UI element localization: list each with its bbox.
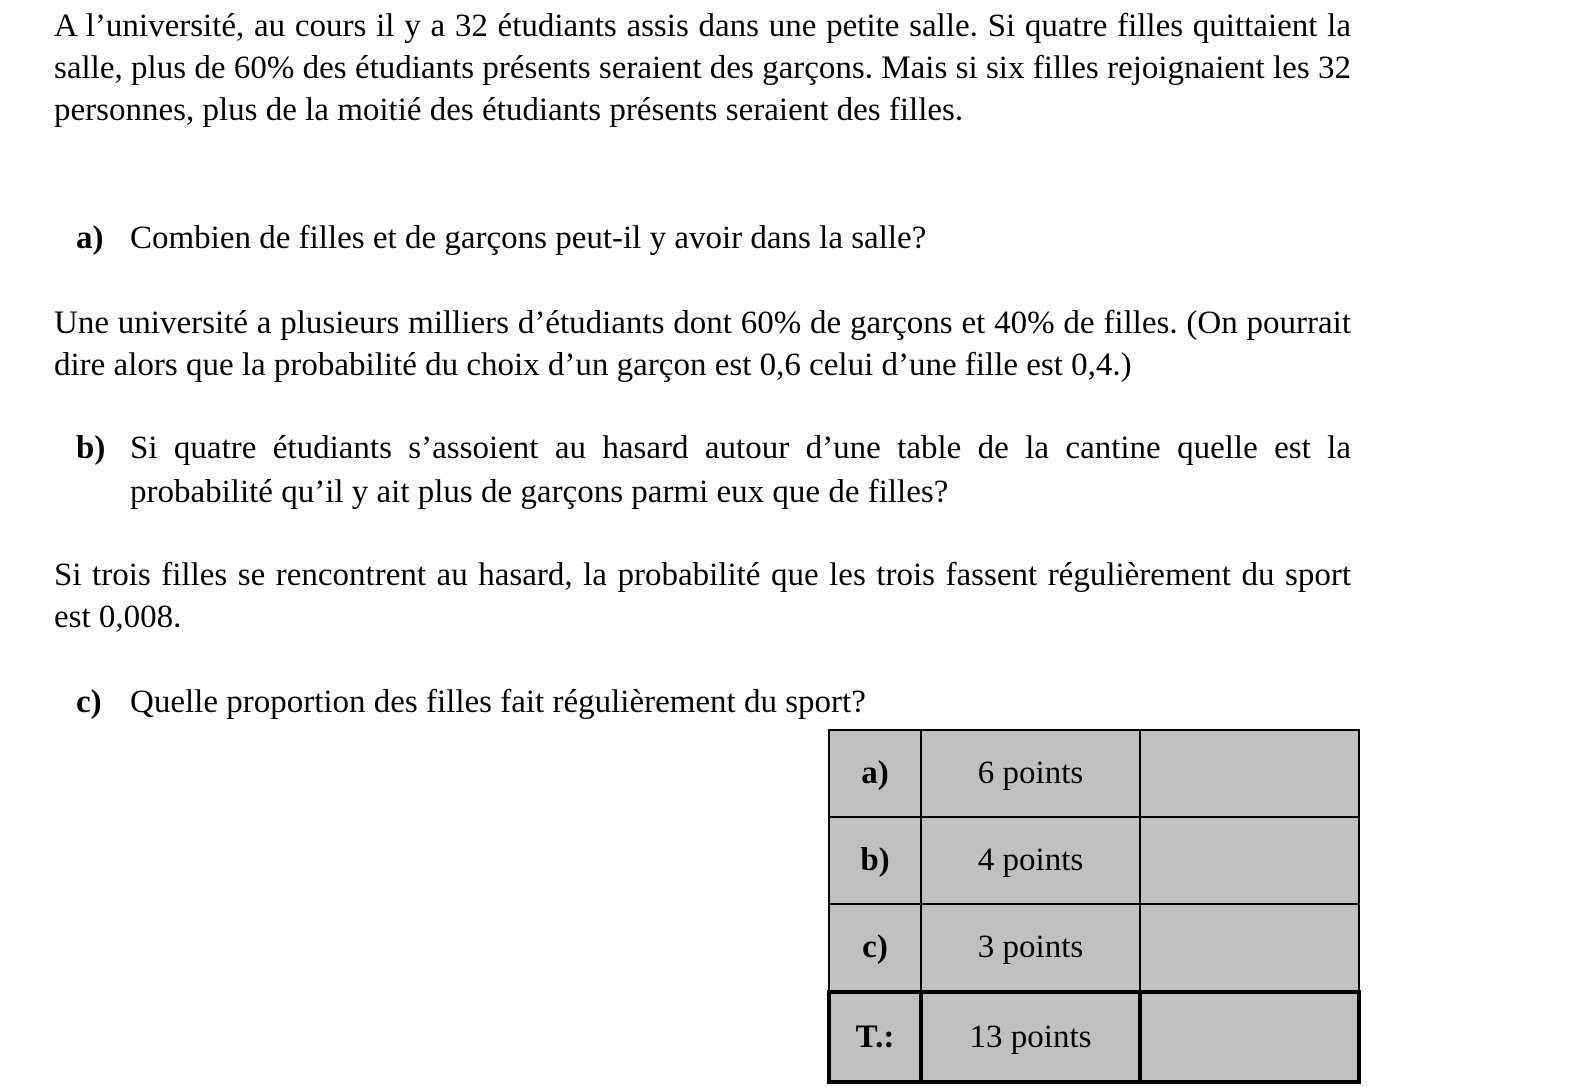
score-total-score [1140,992,1359,1082]
question-a [76,216,1351,260]
score-row-c [829,904,1359,992]
score-row-score [1140,730,1359,817]
score-row-b [829,817,1359,904]
score-row-points: 4 points [921,817,1140,904]
question-a-text: Combien de filles et de garçons peut-il y avoir dans la salle? [130,220,927,256]
score-table [827,729,1361,1084]
score-total-label: T.: [829,992,921,1082]
score-row-label: c) [829,904,921,992]
question-c-label: c) [76,684,102,720]
question-b [76,426,1351,514]
question-c [76,680,1351,724]
question-a-label: a) [76,220,104,256]
score-row-label: b) [829,817,921,904]
score-row-score [1140,817,1359,904]
score-row-points: 6 points [921,730,1140,817]
context-b-paragraph: Une université a plusieurs milliers d’étudiants dont 60% de garçons et 40% de filles. (On pourrait dire alors que la probabilité du choix d’un garçon est 0,6 celui d’une fille est 0,4.) [54,305,1351,383]
score-row-total [829,992,1359,1082]
score-row-score [1140,904,1359,992]
score-row-a [829,730,1359,817]
question-c-text: Quelle proportion des filles fait régulièrement du sport? [130,684,866,720]
score-total-points: 13 points [921,992,1140,1082]
question-b-text: Si quatre étudiants s’assoient au hasard autour d’une table de la cantine quelle est la probabilité qu’il y ait plus de garçons parmi eux que de filles? [130,430,1351,510]
score-row-points: 3 points [921,904,1140,992]
question-b-label: b) [76,430,106,466]
context-c-paragraph: Si trois filles se rencontrent au hasard, la probabilité que les trois fassent régulièrement du sport est 0,008. [54,557,1351,635]
intro-paragraph: A l’université, au cours il y a 32 étudiants assis dans une petite salle. Si quatre filles quittaient la salle, plus de 60% des étudiants présents seraient des garçons. Mais si six filles rejoignaient les 32 personnes, plus de la moitié des étudiants présents seraient des filles. [54,8,1351,128]
score-row-label: a) [829,730,921,817]
